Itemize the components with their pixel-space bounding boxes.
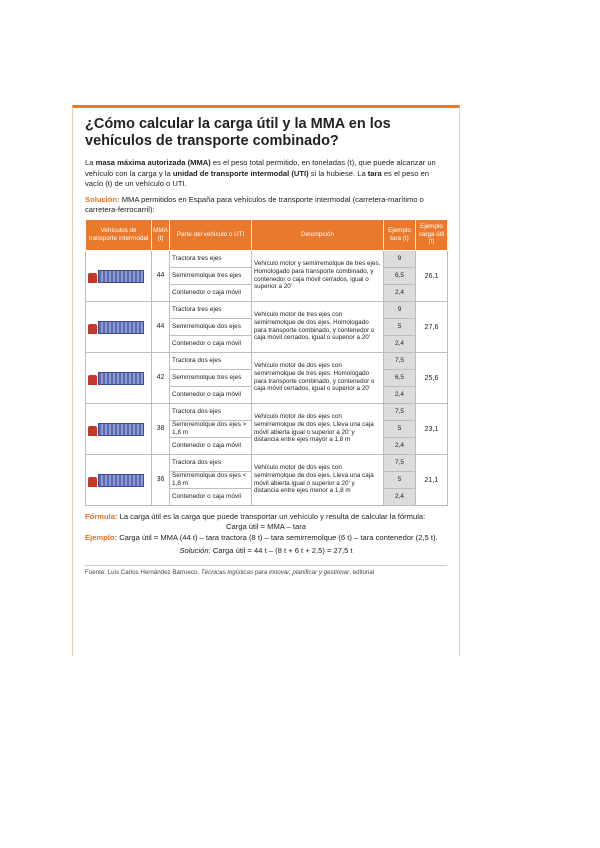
vehicle-part: Contenedor o caja móvil — [170, 284, 252, 301]
vehicle-illustration-cell — [86, 454, 152, 505]
intro-term-uti: unidad de transporte intermodal (UTI) — [172, 168, 309, 178]
tara-value: 9 — [384, 301, 416, 318]
formula-equation: Carga útil = MMA – tara — [226, 522, 306, 531]
header-mma: MMA (t) — [152, 219, 170, 250]
formula-label: Fórmula: — [85, 511, 118, 521]
tara-value: 7,5 — [384, 454, 416, 471]
table-row — [86, 403, 448, 420]
mma-value: 44 — [152, 250, 170, 301]
mma-table — [85, 219, 448, 506]
tara-value: 6,5 — [384, 267, 416, 284]
intro-text-4: es el peso en vacío (t) de un vehículo o UTI. — [85, 168, 430, 188]
tara-value: 2,4 — [384, 488, 416, 505]
vehicle-part: Tractora tres ejes — [170, 301, 252, 318]
vehicle-part: Tractora dos ejes — [170, 403, 252, 420]
tara-value: 6,5 — [384, 369, 416, 386]
vehicle-illustration-cell — [86, 301, 152, 352]
payload-value: 23,1 — [416, 403, 448, 454]
tara-value: 2,4 — [384, 284, 416, 301]
vehicle-part: Semirremolque tres ejes — [170, 267, 252, 284]
example-solution-text: Carga útil = 44 t – (8 t + 6 t + 2,5) = 27,5 t — [210, 546, 353, 555]
header-description: Descripción — [252, 219, 384, 250]
vehicle-description: Vehículo motor y semirremolque de tres ejes. Homologado para transporte combinado, y contenedor o caja móvil cerrados, igual o superior a 20' — [252, 250, 384, 301]
intro-text-3: si la hubiese. La — [308, 168, 368, 178]
vehicle-part: Contenedor o caja móvil — [170, 335, 252, 352]
solution-label: Solución: — [85, 194, 120, 204]
header-part: Parte del vehículo o UTI — [170, 219, 252, 250]
vehicle-part: Contenedor o caja móvil — [170, 386, 252, 403]
truck-icon — [88, 269, 144, 283]
vehicle-part: Contenedor o caja móvil — [170, 488, 252, 505]
tara-value: 7,5 — [384, 352, 416, 369]
payload-value: 26,1 — [416, 250, 448, 301]
header-tara: Ejemplo tara (t) — [384, 219, 416, 250]
intro-text-1: La — [85, 158, 96, 167]
solution-text: MMA permitidos en España para vehículos de transporte intermodal (carretera-marítimo o carretera-ferrocarril): — [85, 194, 424, 214]
formula-text: La carga útil es la carga que puede transportar un vehículo y resulta de calcular la fórmula: — [117, 511, 426, 521]
vehicle-illustration-cell — [86, 352, 152, 403]
mma-value: 42 — [152, 352, 170, 403]
solution-paragraph — [85, 195, 447, 216]
truck-icon — [88, 422, 144, 436]
table-row — [86, 352, 448, 369]
payload-value: 27,6 — [416, 301, 448, 352]
table-row — [86, 301, 448, 318]
card-title: ¿Cómo calcular la carga útil y la MMA en los vehículos de transporte combinado? — [85, 116, 391, 149]
example-label: Ejemplo: — [85, 532, 118, 542]
example-solution — [85, 546, 447, 557]
vehicle-description: Vehículo motor de dos ejes con semirremolque de tres ejes. Homologado para transporte combinado, y contenedor o caja móvil cerrados, igual o superior a 20' — [252, 352, 384, 403]
payload-value: 21,1 — [416, 454, 448, 505]
example-paragraph — [85, 533, 447, 544]
vehicle-part: Semirremolque dos ejes — [170, 318, 252, 335]
vehicle-part: Tractora tres ejes — [170, 250, 252, 267]
tara-value: 5 — [384, 318, 416, 335]
truck-icon — [88, 473, 144, 487]
source-book-title: Técnicas logísticas para innovar, planificar y gestionar — [200, 568, 350, 576]
vehicle-part: Semirremolque tres ejes — [170, 369, 252, 386]
source-text-2: , editorial — [349, 568, 375, 576]
formula-paragraph — [85, 512, 447, 523]
mma-value: 38 — [152, 403, 170, 454]
source-note — [85, 565, 447, 577]
vehicle-illustration-cell — [86, 403, 152, 454]
info-card — [72, 105, 460, 656]
table-header-row — [86, 219, 448, 250]
vehicle-part: Contenedor o caja móvil — [170, 437, 252, 454]
source-text-1: Fuente: Luis Carlos Hernández Barrueco. — [85, 568, 201, 576]
truck-icon — [88, 371, 144, 385]
vehicle-description: Vehículo motor de dos ejes con semirremolque de dos ejes. Lleva una caja móvil abierta igual o superior a 20' y distancia entre ejes mayor a 1,8 m — [252, 403, 384, 454]
table-row — [86, 454, 448, 471]
tara-value: 5 — [384, 471, 416, 488]
vehicle-illustration-cell — [86, 250, 152, 301]
tara-value: 7,5 — [384, 403, 416, 420]
tara-value: 2,4 — [384, 386, 416, 403]
example-solution-label: Solución: — [179, 546, 211, 555]
vehicle-part: Tractora dos ejes — [170, 454, 252, 471]
intro-term-tara: tara — [367, 168, 382, 178]
tara-value: 2,4 — [384, 335, 416, 352]
mma-value: 36 — [152, 454, 170, 505]
header-vehicles: Vehículos de transporte intermodal — [86, 219, 152, 250]
table-body — [86, 250, 448, 505]
vehicle-part: Semirremolque dos ejes > 1,8 m — [170, 420, 252, 437]
mma-value: 44 — [152, 301, 170, 352]
vehicle-part: Semirremolque dos ejes < 1,8 m — [170, 471, 252, 488]
table-row — [86, 250, 448, 267]
tara-value: 2,4 — [384, 437, 416, 454]
tara-value: 5 — [384, 420, 416, 437]
vehicle-description: Vehículo motor de tres ejes con semirremolque de dos ejes. Homologado para transporte combinado, y contenedor o caja móvil cerrados, igual o superior a 20' — [252, 301, 384, 352]
intro-text-2: es el peso total permitido, en toneladas (t), que puede alcanzar un vehículo con la carga y la — [85, 158, 436, 178]
example-text: Carga útil = MMA (44 t) – tara tractora (8 t) – tara semirremolque (6 t) – tara contenedor (2,5 t). — [117, 532, 438, 542]
card-content — [85, 116, 447, 577]
truck-icon — [88, 320, 144, 334]
intro-term-mma: masa máxima autorizada (MMA) — [95, 158, 211, 167]
header-payload: Ejemplo carga útil (t) — [416, 219, 448, 250]
intro-paragraph — [85, 158, 447, 190]
vehicle-part: Tractora dos ejes — [170, 352, 252, 369]
vehicle-description: Vehículo motor de dos ejes con semirremolque de dos ejes. Lleva una caja móvil abierta igual o superior a 20' y distancia entre ejes menor a 1,8 m — [252, 454, 384, 505]
payload-value: 25,6 — [416, 352, 448, 403]
tara-value: 9 — [384, 250, 416, 267]
